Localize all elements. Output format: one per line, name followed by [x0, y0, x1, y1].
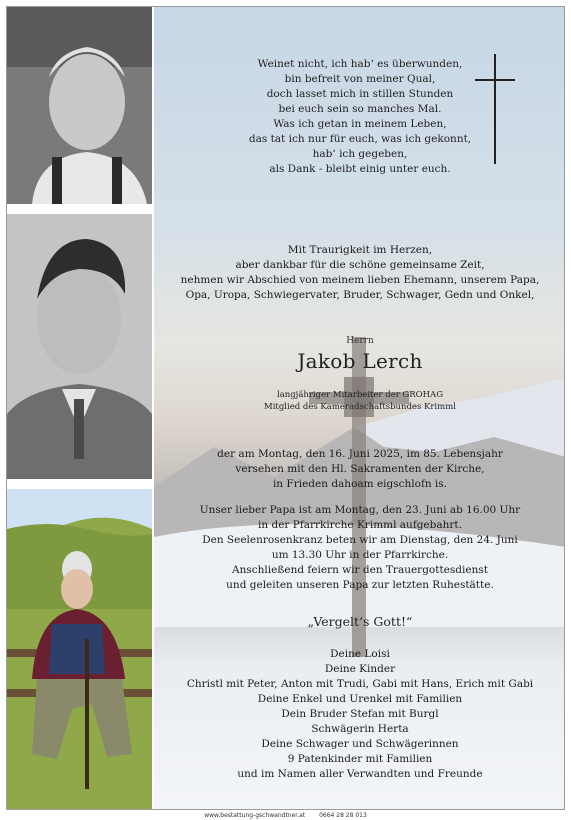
funeral-line: in der Pfarrkirche Krimml aufgebahrt. [258, 519, 462, 531]
intro-line: Mit Traurigkeit im Herzen, [287, 244, 433, 256]
footer [0, 812, 571, 819]
funeral-line: Unser lieber Papa ist am Montag, den 23. Juni ab 16.00 Uhr [199, 504, 521, 516]
poem-line: bin befreit von meiner Qual, [284, 73, 436, 85]
mourner-line: Deine Kinder [324, 663, 396, 675]
footer-website: www.bestattung-gschwandtner.at [204, 812, 306, 819]
death-line: der am Montag, den 16. Juni 2025, im 85. Lebensjahr [217, 448, 503, 460]
funeral-line: Anschließend feiern wir den Trauergottesdienst [232, 564, 488, 576]
poem-line: Weinet nicht, ich hab‘ es überwunden, [257, 58, 463, 70]
poem-line: hab‘ ich gegeben, [312, 148, 408, 160]
death-notice [154, 447, 565, 492]
thanks-heading: „Vergelt‘s Gott!“ [307, 614, 413, 629]
main-panel [154, 7, 565, 810]
photo-elderly-man-mountain [7, 489, 152, 810]
footer-phone: 0664 28 28 013 [319, 812, 367, 819]
poem-line: als Dank - bleibt einig unter euch. [269, 163, 451, 175]
mourner-line: Dein Bruder Stefan mit Burgl [281, 708, 439, 720]
poem-line: bei euch sein so manches Mal. [278, 103, 442, 115]
mourner-line: und im Namen aller Verwandten und Freunde [237, 768, 483, 780]
funeral-details [154, 503, 565, 593]
occupation-line: Mitglied des Kameradschaftsbundes Krimml [264, 402, 456, 412]
mourner-line: Deine Schwager und Schwägerinnen [261, 738, 459, 750]
intro-line: aber dankbar für die schöne gemeinsame Zeit, [235, 259, 485, 271]
occupation-line: langjähriger Mitarbeiter der GROHAG [276, 390, 443, 400]
funeral-line: um 13.30 Uhr in der Pfarrkirche. [271, 549, 449, 561]
mourning-intro [154, 243, 565, 303]
obituary-card [6, 6, 565, 810]
photo-young-man [7, 214, 152, 479]
poem-line: doch lasset mich in stillen Stunden [266, 88, 454, 100]
photo-child [7, 7, 152, 204]
summit-cross-icon [304, 337, 414, 657]
death-line: in Frieden dahoam eigschlofn is. [272, 478, 448, 490]
death-line: versehen mit den Hl. Sakramenten der Kirche, [235, 463, 485, 475]
funeral-line: und geleiten unseren Papa zur letzten Ruhestätte. [226, 579, 494, 591]
deceased-name: Jakob Lerch [297, 349, 423, 373]
mourner-line: Schwägerin Herta [311, 723, 409, 735]
mourners-list [154, 647, 565, 782]
mourner-line: Deine Enkel und Urenkel mit Familien [257, 693, 463, 705]
funeral-line: Den Seelenrosenkranz beten wir am Dienstag, den 24. Juni [202, 534, 518, 546]
poem-line: Was ich getan in meinem Leben, [273, 118, 447, 130]
poem [154, 57, 565, 177]
mourner-line: 9 Patenkinder mit Familien [287, 753, 433, 765]
intro-line: Opa, Uropa, Schwiegervater, Bruder, Schwager, Gedn und Onkel, [185, 289, 535, 301]
mourner-line: Deine Loisi [330, 648, 390, 660]
poem-line: das tat ich nur für euch, was ich gekonnt, [248, 133, 472, 145]
mourner-line: Christl mit Peter, Anton mit Trudi, Gabi mit Hans, Erich mit Gabi [186, 678, 534, 690]
occupation [154, 389, 565, 413]
salutation: Herrn [346, 336, 374, 346]
intro-line: nehmen wir Abschied von meinem lieben Ehemann, unserem Papa, [180, 274, 540, 286]
